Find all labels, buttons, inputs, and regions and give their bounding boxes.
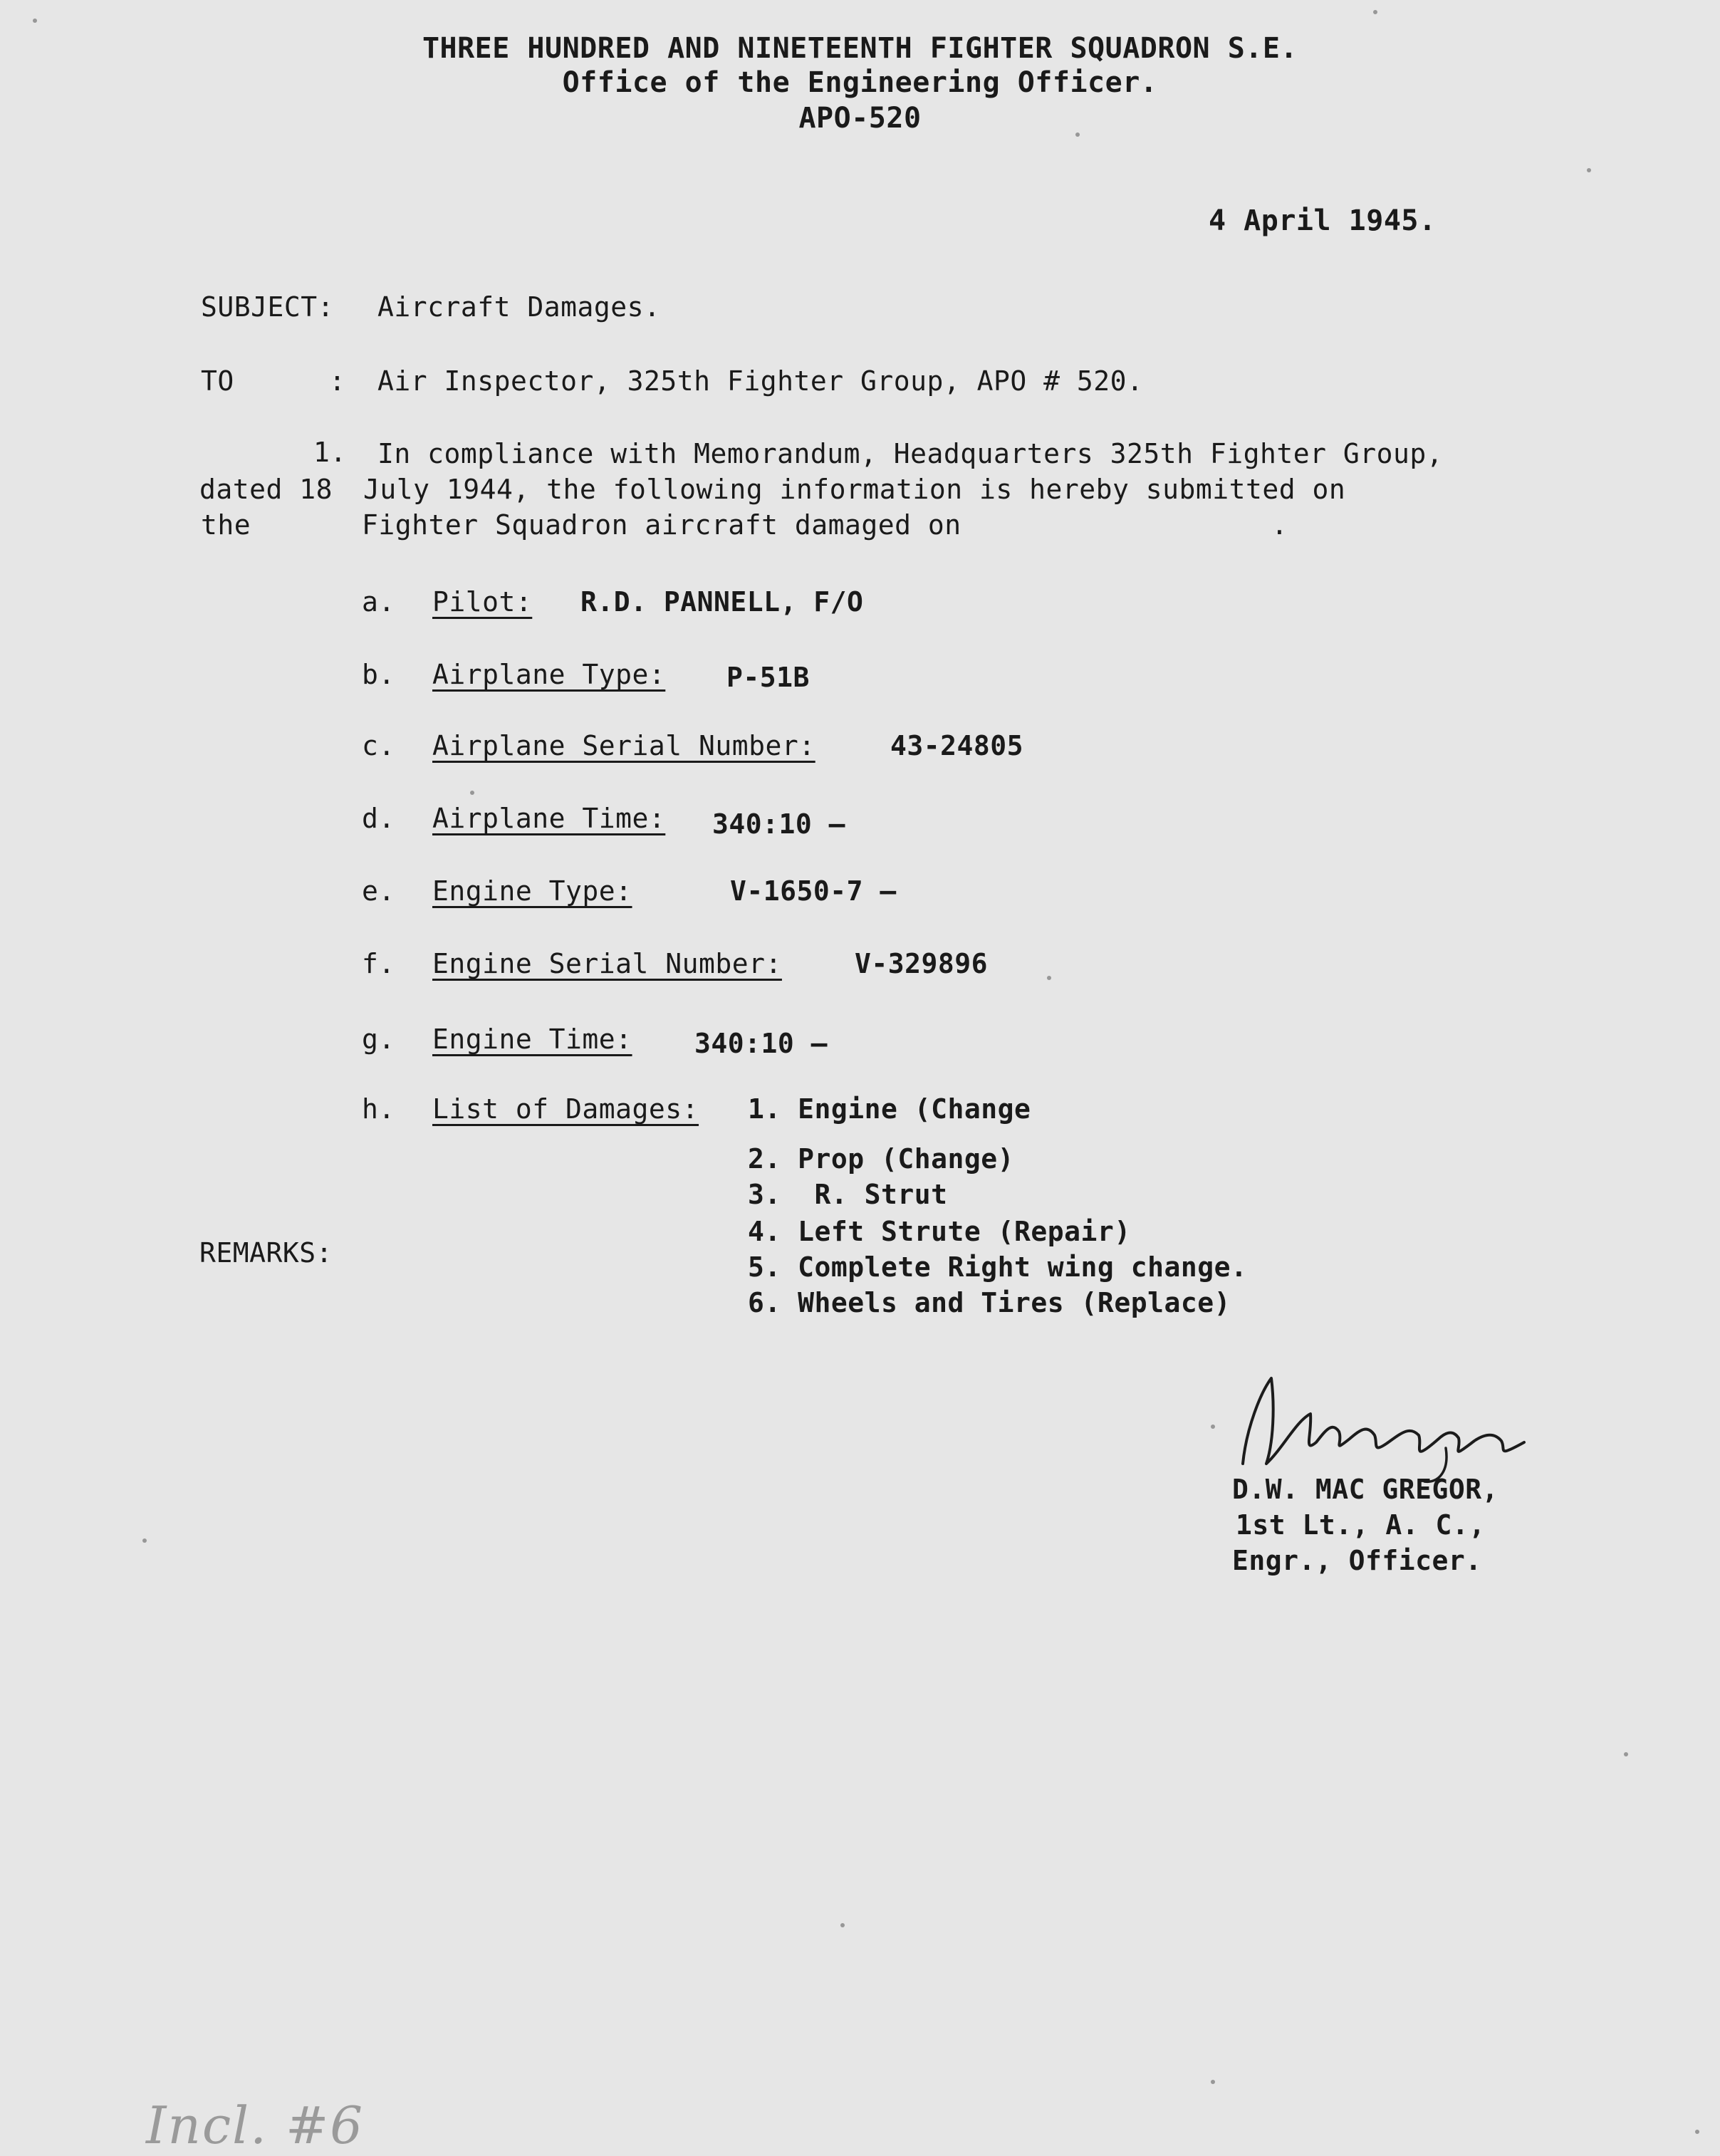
letter-date: 4 April 1945. — [1209, 204, 1437, 237]
item-label: Airplane Serial Number: — [432, 730, 815, 761]
subject-value: Aircraft Damages. — [377, 291, 661, 323]
scan-speck — [1587, 168, 1591, 172]
scan-speck — [1373, 10, 1377, 14]
item-value: V-1650-7 — — [730, 875, 897, 907]
signature-name: D.W. MAC GREGOR, — [1232, 1474, 1499, 1505]
item-letter: e. — [362, 875, 395, 907]
scan-speck — [470, 791, 474, 795]
scan-speck — [1695, 2130, 1699, 2134]
item-value: P-51B — [726, 662, 810, 693]
paragraph-line-2-left: dated 18 — [199, 474, 333, 505]
paragraph-line-3-left: the — [201, 509, 251, 541]
damage-item: 6. Wheels and Tires (Replace) — [748, 1287, 1231, 1318]
subject-label: SUBJECT: — [201, 291, 335, 323]
paragraph-line-3-end: . — [1271, 509, 1288, 541]
signature-title: Engr., Officer. — [1232, 1545, 1482, 1576]
item-label: Airplane Type: — [432, 659, 666, 690]
handwritten-signature — [1232, 1364, 1538, 1485]
item-value: R.D. PANNELL, F/O — [580, 586, 864, 618]
item-label: Airplane Time: — [432, 803, 666, 834]
scan-speck — [1211, 1425, 1215, 1429]
to-label: TO — [201, 365, 234, 397]
item-value: 340:10 — — [712, 808, 846, 840]
remarks-label: REMARKS: — [199, 1237, 333, 1269]
to-colon: : — [329, 365, 346, 397]
damage-item: 3. R. Strut — [748, 1179, 948, 1210]
scan-speck — [840, 1923, 845, 1927]
item-label: Engine Type: — [432, 875, 632, 907]
damage-item: 1. Engine (Change — [748, 1093, 1031, 1125]
header-line-2: Office of the Engineering Officer. — [562, 66, 1158, 99]
damage-item: 5. Complete Right wing change. — [748, 1251, 1248, 1283]
item-letter: b. — [362, 659, 395, 690]
item-value: 340:10 — — [694, 1028, 828, 1059]
item-letter: d. — [362, 803, 395, 834]
item-label: Engine Time: — [432, 1024, 632, 1055]
header-line-3: APO-520 — [798, 102, 922, 135]
scan-speck — [1075, 132, 1080, 137]
paragraph-line-1: In compliance with Memorandum, Headquarters 325th Fighter Group, — [377, 438, 1444, 469]
scan-speck — [33, 19, 37, 23]
scan-speck — [1047, 976, 1051, 980]
item-letter: f. — [362, 948, 395, 979]
item-label: List of Damages: — [432, 1093, 699, 1125]
item-letter: g. — [362, 1024, 395, 1055]
signature-rank: 1st Lt., A. C., — [1236, 1509, 1486, 1541]
item-value: 43-24805 — [890, 730, 1024, 761]
paragraph-line-2: July 1944, the following information is hereby submitted on — [363, 474, 1346, 505]
to-value: Air Inspector, 325th Fighter Group, APO # 520. — [377, 365, 1144, 397]
item-letter: a. — [362, 586, 395, 618]
paragraph-number: 1. — [313, 437, 347, 468]
item-letter: h. — [362, 1093, 395, 1125]
item-value: V-329896 — [855, 948, 989, 979]
header-line-1: THREE HUNDRED AND NINETEENTH FIGHTER SQUADRON S.E. — [422, 32, 1298, 65]
handwritten-footnote: Incl. #6 — [146, 2095, 365, 2155]
scan-speck — [142, 1538, 147, 1543]
scan-speck — [1211, 2080, 1215, 2084]
paragraph-line-3: Fighter Squadron aircraft damaged on — [362, 509, 961, 541]
item-letter: c. — [362, 730, 395, 761]
scan-speck — [1624, 1752, 1628, 1756]
item-label: Pilot: — [432, 586, 533, 618]
item-label: Engine Serial Number: — [432, 948, 782, 979]
damage-item: 2. Prop (Change) — [748, 1143, 1015, 1175]
damage-item: 4. Left Strute (Repair) — [748, 1216, 1131, 1247]
